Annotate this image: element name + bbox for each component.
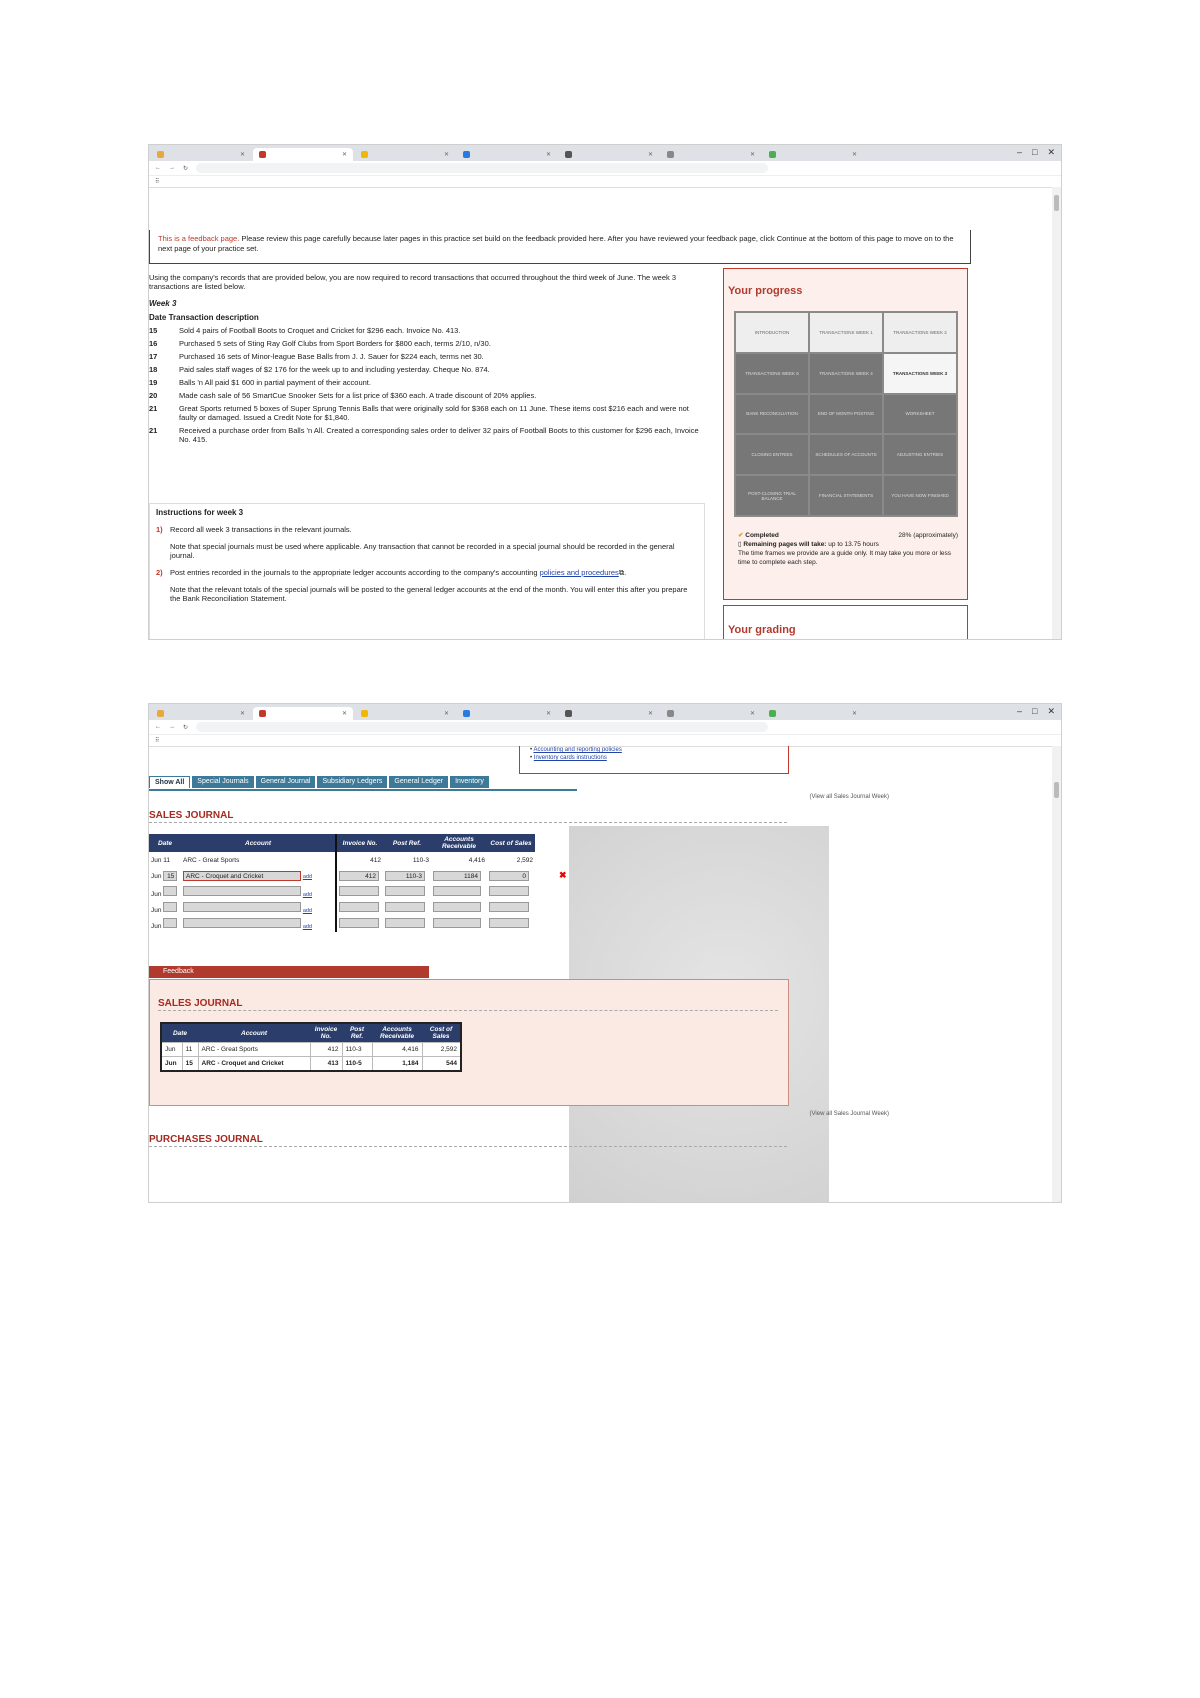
favicon-icon [463, 151, 470, 158]
favicon-icon [361, 151, 368, 158]
minimize-icon[interactable]: – [1017, 147, 1023, 157]
row-cost-of-sales: 544 [422, 1057, 461, 1072]
check-icon: ✔ [738, 532, 744, 539]
row-cost-of-sales: 2,592 [422, 1043, 461, 1057]
browser-tab[interactable] [355, 707, 455, 720]
sales-journal-heading: SALES JOURNAL [149, 810, 787, 823]
minimize-icon[interactable]: – [1017, 706, 1023, 716]
row-account: ARC - Croquet and Cricket [198, 1057, 310, 1072]
row-post-ref: 110-3 [412, 856, 429, 864]
clipboard-icon: ▯ [738, 541, 742, 548]
transaction-date: 18 [149, 365, 158, 374]
transaction-text: Great Sports returned 5 boxes of Super Sprung Tennis Balls that were originally sold for $368 each on 11 June. These items cost $216 each and were not faulty or damaged. Issued a Credit Note for $1,840. [179, 404, 689, 422]
account-input[interactable] [183, 918, 301, 928]
accounts-receivable-input[interactable] [433, 918, 481, 928]
reload-icon[interactable]: ↻ [183, 165, 189, 172]
nav-tab[interactable]: Inventory [450, 776, 489, 788]
apps-icon[interactable]: ⠿ [155, 179, 160, 185]
instruction-item: 1) Record all week 3 transactions in the relevant journals. [156, 525, 352, 534]
view-journal-link[interactable]: (View all Sales Journal Week) [809, 794, 889, 800]
transaction-date: 20 [149, 391, 158, 400]
cost-of-sales-input[interactable] [489, 918, 529, 928]
close-tab-icon[interactable]: ✕ [749, 711, 755, 717]
grading-heading: Your grading [728, 624, 796, 636]
progress-stats: ✔ Completed 28% (approximately) ▯ Remaining pages will take: up to 13.75 hours The time frames we provide are a guide only. It may take you more or less time to complete each step. [738, 532, 958, 566]
back-icon[interactable]: ← [155, 724, 161, 730]
close-tab-icon[interactable]: ✕ [545, 152, 551, 158]
nav-tab[interactable]: Show All [149, 776, 190, 788]
transaction-date: 19 [149, 378, 158, 387]
row-account: ARC - Great Sports [183, 856, 240, 864]
feedback-notice-text: Please review this page carefully because later pages in this practice set build on the feedback provided here. After you have reviewed your feedback page, click Continue at the bottom of this page to move on to the next page of your practice set. [158, 234, 954, 253]
nav-tab[interactable]: General Journal [256, 776, 316, 788]
account-input[interactable] [183, 902, 301, 912]
favicon-icon [565, 151, 572, 158]
window-controls [1017, 706, 1055, 717]
puzzle-piece: BANK RECONCILIATION [736, 395, 808, 434]
apps-icon[interactable]: ⠿ [155, 738, 160, 744]
row-post-ref: 110-3 [342, 1043, 372, 1057]
forward-icon[interactable]: → [169, 724, 175, 730]
url-field[interactable] [196, 163, 768, 173]
favicon-icon [157, 710, 164, 717]
post-ref-input[interactable] [385, 902, 425, 912]
close-tab-icon[interactable]: ✕ [239, 152, 245, 158]
row-cost-of-sales: 2,592 [516, 856, 533, 864]
row-invoice: 413 [310, 1057, 342, 1072]
accounts-receivable-input[interactable] [433, 886, 481, 896]
view-journal-link[interactable]: (View all Sales Journal Week) [809, 1111, 889, 1117]
favicon-icon [259, 710, 266, 717]
feedback-sales-journal-heading: SALES JOURNAL [158, 998, 778, 1011]
close-tab-icon[interactable]: ✕ [443, 711, 449, 717]
transaction-date: 21 [149, 426, 158, 435]
progress-panel [723, 268, 968, 600]
puzzle-piece: WORKSHEET [884, 395, 956, 434]
page-content [149, 746, 1049, 1202]
browser-tab[interactable] [661, 148, 761, 161]
favicon-icon [565, 710, 572, 717]
browser-tab[interactable] [151, 707, 251, 720]
browser-tab[interactable] [151, 148, 251, 161]
address-bar-row [149, 720, 1061, 735]
transaction-heading: Date Transaction description [149, 313, 259, 322]
add-account-link[interactable]: add [302, 892, 312, 898]
browser-tab[interactable] [355, 148, 455, 161]
browser-tab[interactable] [457, 707, 557, 720]
browser-tab-active[interactable] [253, 148, 353, 161]
inventory-instructions-link[interactable]: Inventory cards instructions [533, 755, 607, 761]
transaction-row [149, 352, 705, 361]
purchases-journal-heading: PURCHASES JOURNAL [149, 1134, 787, 1147]
cost-of-sales-input[interactable] [489, 902, 529, 912]
close-tab-icon[interactable]: ✕ [341, 711, 347, 717]
url-field[interactable] [196, 722, 768, 732]
row-month: Jun [151, 923, 162, 930]
policies-link[interactable]: Accounting and reporting policies [533, 747, 622, 753]
browser-tab[interactable] [457, 148, 557, 161]
back-icon[interactable]: ← [155, 165, 161, 171]
transaction-row [149, 391, 705, 400]
transaction-date: 21 [149, 404, 158, 413]
col-account: Account [181, 834, 336, 852]
browser-tab[interactable] [661, 707, 761, 720]
transaction-list [149, 326, 705, 448]
nav-divider [149, 789, 577, 791]
accounts-receivable-input[interactable]: 1184 [433, 871, 481, 881]
address-bar-row [149, 161, 1061, 176]
instruction-note: Note that special journals must be used where applicable. Any transaction that cannot be recorded in a special journal should be recorded in the general journal. [170, 542, 675, 560]
journal-row [149, 852, 535, 868]
accounts-receivable-input[interactable] [433, 902, 481, 912]
instructions-box [149, 503, 705, 640]
row-invoice: 412 [310, 1043, 342, 1057]
journal-nav-tabs [149, 776, 491, 788]
row-account: ARC - Great Sports [198, 1043, 310, 1057]
week-heading: Week 3 [149, 299, 177, 308]
puzzle-piece: FINANCIAL STATEMENTS [810, 476, 882, 515]
journal-row [149, 868, 535, 884]
external-link-icon: ⧉ [618, 568, 625, 577]
instruction-note: Note that the relevant totals of the special journals will be posted to the general ledger accounts at the end of the month. You will enter this after you prepare the Bank Reconciliation Statement. [170, 585, 688, 603]
browser-tab[interactable] [559, 707, 659, 720]
day-input[interactable] [163, 902, 177, 912]
window-controls [1017, 147, 1055, 158]
close-tab-icon[interactable]: ✕ [443, 152, 449, 158]
post-ref-input[interactable] [385, 918, 425, 928]
instructions-heading: Instructions for week 3 [156, 508, 244, 517]
feedback-row [161, 1043, 461, 1057]
row-month: Jun [151, 873, 162, 880]
favicon-icon [361, 710, 368, 717]
row-accounts-receivable: 4,416 [372, 1043, 422, 1057]
transaction-date: 15 [149, 326, 158, 335]
transaction-text: Purchased 16 sets of Minor-league Base Balls from J. J. Sauer for $224 each, terms net 30. [179, 352, 484, 361]
row-accounts-receivable: 4,416 [468, 856, 485, 864]
maximize-icon[interactable]: □ [1032, 147, 1038, 157]
sales-journal-table [149, 834, 536, 932]
close-tab-icon[interactable]: ✕ [647, 152, 653, 158]
transaction-row [149, 365, 705, 374]
close-tab-icon[interactable]: ✕ [647, 711, 653, 717]
favicon-icon [769, 151, 776, 158]
puzzle-piece: CLOSING ENTRIES [736, 435, 808, 474]
feedback-bar[interactable]: Feedback [149, 966, 429, 978]
invoice-input[interactable] [339, 902, 379, 912]
day-input[interactable] [163, 918, 177, 928]
post-ref-input[interactable]: 110-3 [385, 871, 425, 881]
puzzle-piece: TRANSACTIONS WEEK 1 [810, 313, 882, 352]
puzzle-piece: ADJUSTING ENTRIES [884, 435, 956, 474]
close-tab-icon[interactable]: ✕ [851, 711, 857, 717]
browser-tab-bar [149, 704, 1061, 720]
error-x-icon: ✖ [559, 870, 567, 880]
col-invoice: Invoice No. [336, 834, 383, 852]
feedback-sales-journal-table: Date Account Invoice No. Post Ref. Accounts Receivable Cost of Sales Jun 11 ARC - Great Sports 412 110-3 4,416 2,592 Jun 15 ARC - Croquet and Cricket 413 110-5 1,184 544 [160, 1022, 462, 1072]
close-tab-icon[interactable]: ✕ [341, 152, 347, 158]
row-invoice: 412 [336, 852, 383, 868]
transaction-text: Paid sales staff wages of $2 176 for the week up to and including yesterday. Cheque No. 874. [179, 365, 490, 374]
transaction-text: Received a purchase order from Balls 'n All. Created a corresponding sales order to deliver 32 pairs of Football Boots to this customer for $296 each, Invoice No. 415. [179, 426, 699, 444]
transaction-row [149, 326, 705, 335]
invoice-input[interactable] [339, 886, 379, 896]
policy-links-box: • Accounting and reporting policies • Inventory cards instructions [519, 746, 789, 774]
favicon-icon [157, 151, 164, 158]
row-day: 11 [182, 1043, 198, 1057]
puzzle-piece: YOU HAVE NOW FINISHED [884, 476, 956, 515]
grading-panel [723, 605, 968, 640]
journal-row [149, 884, 535, 900]
close-tab-icon[interactable]: ✕ [851, 152, 857, 158]
puzzle-piece: TRANSACTIONS WEEK 5 [736, 354, 808, 393]
transaction-row [149, 404, 705, 422]
add-account-link[interactable]: add [302, 874, 312, 880]
nav-tab[interactable]: Special Journals [192, 776, 253, 788]
browser-tab[interactable] [763, 148, 863, 161]
close-window-icon[interactable]: ✕ [1047, 706, 1055, 716]
feedback-row [161, 1057, 461, 1072]
puzzle-piece: END OF MONTH POSTING [810, 395, 882, 434]
browser-tab-active[interactable] [253, 707, 353, 720]
browser-tab[interactable] [763, 707, 863, 720]
transaction-row [149, 339, 705, 348]
scrollbar-thumb[interactable] [1054, 195, 1059, 211]
post-ref-input[interactable] [385, 886, 425, 896]
feedback-notice-lead: This is a feedback page. [158, 234, 240, 243]
feedback-notice [149, 230, 971, 264]
nav-tab[interactable]: General Ledger [389, 776, 448, 788]
close-tab-icon[interactable]: ✕ [239, 711, 245, 717]
journal-row [149, 916, 535, 932]
scrollbar[interactable] [1052, 746, 1061, 1202]
browser-tab-bar [149, 145, 1061, 161]
policies-link[interactable]: policies and procedures [539, 568, 619, 577]
transaction-row [149, 426, 705, 444]
add-account-link[interactable]: add [302, 908, 312, 914]
row-post-ref: 110-5 [342, 1057, 372, 1072]
day-input[interactable]: 15 [163, 871, 177, 881]
favicon-icon [667, 151, 674, 158]
puzzle-piece: SCHEDULES OF ACCOUNTS [810, 435, 882, 474]
favicon-icon [463, 710, 470, 717]
progress-note: The time frames we provide are a guide only. It may take you more or less time to complete each step. [738, 550, 952, 566]
transaction-row [149, 378, 705, 387]
progress-heading: Your progress [728, 285, 803, 297]
progress-puzzle [734, 311, 958, 517]
puzzle-piece: TRANSACTIONS WEEK 3 [884, 354, 956, 393]
scrollbar[interactable] [1052, 187, 1061, 639]
close-window-icon[interactable]: ✕ [1047, 147, 1055, 157]
close-tab-icon[interactable]: ✕ [749, 152, 755, 158]
add-account-link[interactable]: add [302, 924, 312, 930]
forward-icon[interactable]: → [169, 165, 175, 171]
row-month: Jun [161, 1057, 182, 1072]
puzzle-piece: TRANSACTIONS WEEK 4 [810, 354, 882, 393]
maximize-icon[interactable]: □ [1032, 706, 1038, 716]
puzzle-piece: INTRODUCTION [736, 313, 808, 352]
browser-tab[interactable] [559, 148, 659, 161]
transaction-text: Purchased 5 sets of Sting Ray Golf Clubs from Sport Borders for $800 each, terms 2/10, n/30. [179, 339, 491, 348]
row-day: 11 [163, 856, 171, 864]
transaction-text: Balls 'n All paid $1 600 in partial payment of their account. [179, 378, 371, 387]
col-accounts-receivable: Accounts Receivable [431, 834, 487, 852]
row-month: Jun [151, 907, 162, 914]
row-day: 15 [182, 1057, 198, 1072]
page-content [149, 187, 1049, 639]
instruction-item: 2) Post entries recorded in the journals to the appropriate ledger accounts according to the company's accounting policies and procedures⧉. [156, 568, 627, 577]
row-accounts-receivable: 1,184 [372, 1057, 422, 1072]
puzzle-piece: TRANSACTIONS WEEK 2 [884, 313, 956, 352]
row-month: Jun [151, 856, 162, 864]
scrollbar-thumb[interactable] [1054, 782, 1059, 798]
invoice-input[interactable] [339, 918, 379, 928]
screenshot-1 [148, 144, 1062, 640]
day-input[interactable] [163, 886, 177, 896]
favicon-icon [667, 710, 674, 717]
col-post-ref: Post Ref. [383, 834, 431, 852]
row-month: Jun [161, 1043, 182, 1057]
reload-icon[interactable]: ↻ [183, 724, 189, 731]
screenshot-2 [148, 703, 1062, 1203]
journal-row [149, 900, 535, 916]
cost-of-sales-input[interactable]: 0 [489, 871, 529, 881]
transaction-date: 17 [149, 352, 158, 361]
favicon-icon [259, 151, 266, 158]
row-month: Jun [151, 891, 162, 898]
close-tab-icon[interactable]: ✕ [545, 711, 551, 717]
transaction-text: Sold 4 pairs of Football Boots to Croquet and Cricket for $296 each. Invoice No. 413. [179, 326, 461, 335]
account-input[interactable]: ARC - Croquet and Cricket [183, 871, 301, 881]
col-cost-of-sales: Cost of Sales [487, 834, 535, 852]
favicon-icon [769, 710, 776, 717]
transaction-date: 16 [149, 339, 158, 348]
nav-tab[interactable]: Subsidiary Ledgers [317, 776, 387, 788]
account-input[interactable] [183, 886, 301, 896]
col-date: Date [149, 834, 181, 852]
puzzle-piece: POST-CLOSING TRIAL BALANCE [736, 476, 808, 515]
transaction-text: Made cash sale of 56 SmartCue Snooker Sets for a list price of $360 each. A trade discount of 20% applies. [179, 391, 537, 400]
feedback-panel [149, 979, 789, 1106]
intro-text: Using the company's records that are provided below, you are now required to record transactions that occurred throughout the third week of June. The week 3 transactions are listed below. [149, 273, 677, 291]
invoice-input[interactable]: 412 [339, 871, 379, 881]
cost-of-sales-input[interactable] [489, 886, 529, 896]
